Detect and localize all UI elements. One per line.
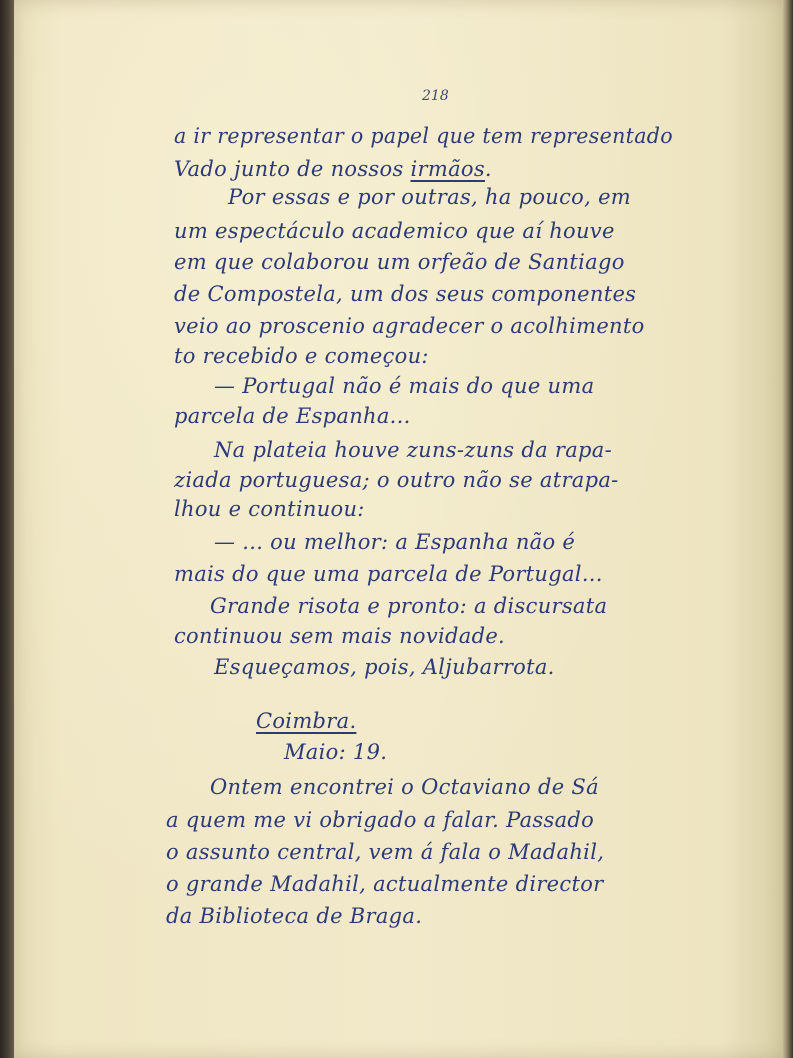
text-line: a quem me vi obrigado a falar. Passado (166, 808, 595, 832)
text-line: parcela de Espanha... (174, 404, 411, 428)
scan-right-edge (782, 0, 793, 1058)
text-line: a ir representar o papel que tem representado (174, 124, 673, 148)
text-line: o assunto central, vem á fala o Madahil, (166, 840, 605, 864)
text-line: Por essas e por outras, ha pouco, em (228, 185, 632, 209)
text-line: de Compostela, um dos seus componentes (174, 282, 637, 306)
manuscript-page (14, 0, 784, 1058)
text-line: ziada portuguesa; o outro não se atrapa- (174, 468, 619, 492)
text-line: um espectáculo academico que aí houve (174, 219, 615, 243)
text-line: Grande risota e pronto: a discursata (210, 594, 608, 618)
page-number: 218 (422, 88, 449, 104)
text-line: da Biblioteca de Braga. (166, 904, 423, 928)
scan-left-edge (0, 0, 14, 1058)
place-heading: Coimbra. (256, 709, 357, 733)
text-line: em que colaborou um orfeão de Santiago (174, 250, 625, 274)
text-line: o grande Madahil, actualmente director (166, 872, 604, 896)
text-line: mais do que uma parcela de Portugal... (174, 562, 603, 586)
date-heading: Maio: 19. (284, 740, 388, 764)
text-line: Vado junto de nossos irmãos. (174, 157, 492, 181)
text-line: — ... ou melhor: a Espanha não é (214, 530, 576, 554)
text-line: — Portugal não é mais do que uma (214, 374, 595, 398)
text-line: to recebido e começou: (174, 344, 429, 368)
text-line: veio ao proscenio agradecer o acolhimento (174, 314, 645, 338)
text-line: Na plateia houve zuns-zuns da rapa- (214, 438, 612, 462)
text-line: Ontem encontrei o Octaviano de Sá (210, 775, 599, 799)
text-line: continuou sem mais novidade. (174, 624, 506, 648)
text-line: lhou e continuou: (174, 497, 365, 521)
text-line: Esqueçamos, pois, Aljubarrota. (214, 655, 555, 679)
